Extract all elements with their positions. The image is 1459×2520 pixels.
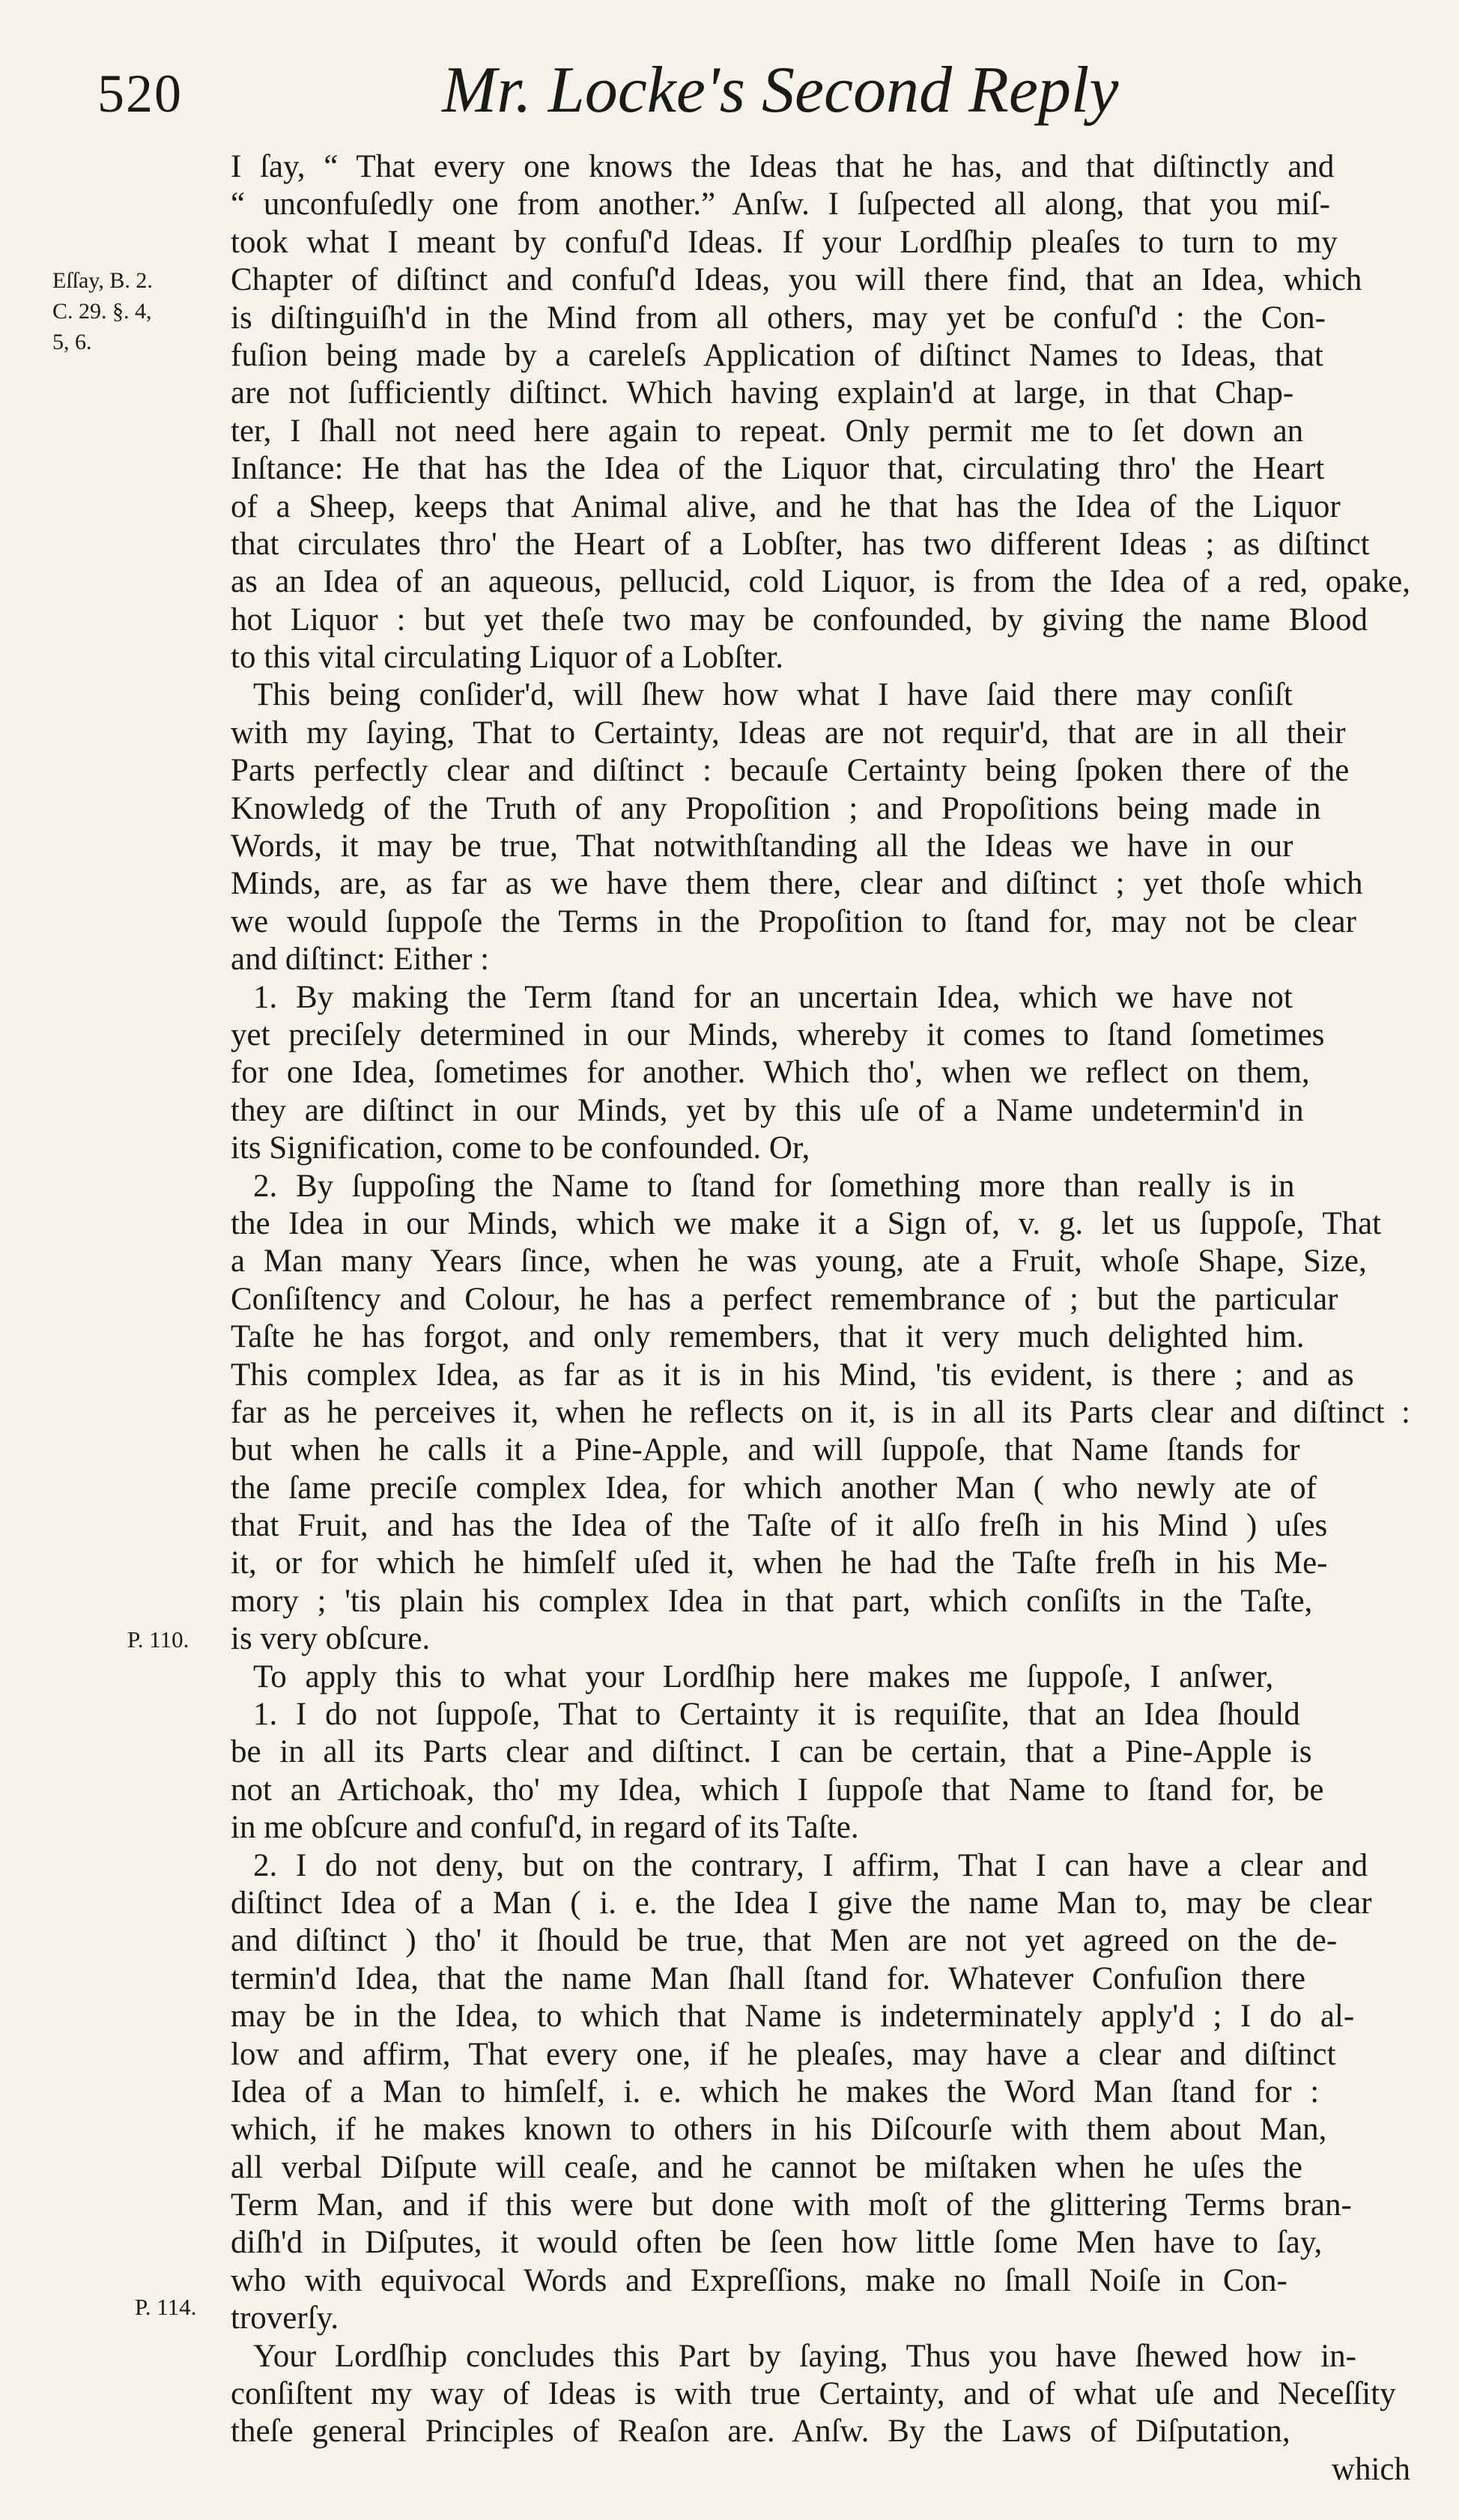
text-line: all verbal Diſpute will ceaſe, and he cannot be miſtaken when he uſes the bbox=[231, 2149, 1302, 2185]
text-line: of a Sheep, keeps that Animal alive, and he that has the Idea of the Liquor bbox=[231, 488, 1341, 524]
text-line: hot Liquor : but yet theſe two may be confounded, by giving the name Blood bbox=[231, 602, 1368, 637]
text-line: who with equivocal Words and Expreſſions, make no ſmall Noiſe in Con- bbox=[231, 2262, 1287, 2298]
text-line: 1. By making the Term ſtand for an uncertain Idea, which we have not bbox=[253, 979, 1293, 1015]
text-line: are not ſufficiently diſtinct. Which having explain'd at large, in that Chap- bbox=[231, 375, 1294, 411]
text-line: not an Artichoak, tho' my Idea, which I ſuppoſe that Name to ſtand for, be bbox=[231, 1772, 1324, 1808]
text-line: Your Lordſhip concludes this Part by ſaying, Thus you have ſhewed how in- bbox=[253, 2338, 1356, 2374]
text-line: it, or for which he himſelf uſed it, when he had the Taſte freſh in his Me- bbox=[231, 1545, 1328, 1581]
text-line: Parts perfectly clear and diſtinct : becauſe Certainty being ſpoken there of the bbox=[231, 753, 1350, 789]
text-line: diſh'd in Diſputes, it would often be ſeen how little ſome Men have to ſay, bbox=[231, 2225, 1323, 2261]
text-line: which bbox=[1331, 2451, 1410, 2487]
text-line: and diſtinct: Either : bbox=[231, 942, 490, 978]
text-line: I ſay, “ That every one knows the Ideas that he has, and that diſtinctly and bbox=[231, 149, 1335, 184]
text-line: Knowledg of the Truth of any Propoſition ; and Propoſitions being made in bbox=[231, 790, 1321, 826]
text-line: is diſtinguiſh'd in the Mind from all others, may yet be confuſ'd : the Con- bbox=[231, 300, 1326, 336]
text-line: the Idea in our Minds, which we make it a Sign of, v. g. let us ſuppoſe, That bbox=[231, 1205, 1382, 1241]
text-line: conſiſtent my way of Ideas is with true Certainty, and of what uſe and Neceſſity bbox=[231, 2376, 1396, 2412]
text-line: Chapter of diſtinct and confuſ'd Ideas, you will there find, that an Idea, which bbox=[231, 262, 1362, 298]
text-line: ter, I ſhall not need here again to repeat. Only permit me to ſet down an bbox=[231, 413, 1304, 449]
text-line: Idea of a Man to himſelf, i. e. which he makes the Word Man ſtand for : bbox=[231, 2074, 1320, 2109]
margin-note-page-114: P. 114. bbox=[135, 2294, 197, 2320]
text-line: diſtinct Idea of a Man ( i. e. the Idea I give the name Man to, may be clear bbox=[231, 1885, 1372, 1921]
text-line: but when he calls it a Pine-Apple, and will ſuppoſe, that Name ſtands for bbox=[231, 1432, 1300, 1468]
text-line: Minds, are, as far as we have them there, clear and diſtinct ; yet thoſe which bbox=[231, 866, 1363, 902]
running-title: Mr. Locke's Second Reply bbox=[442, 54, 1119, 127]
text-line: This complex Idea, as far as it is in his Mind, 'tis evident, is there ; and as bbox=[231, 1357, 1354, 1393]
text-line: we would ſuppoſe the Terms in the Propoſition to ſtand for, may not be clear bbox=[231, 903, 1356, 939]
text-line: low and affirm, That every one, if he pleaſes, may have a clear and diſtinct bbox=[231, 2036, 1336, 2072]
text-line: Term Man, and if this were but done with moſt of the glittering Terms bran- bbox=[231, 2187, 1352, 2223]
page-header bbox=[97, 52, 1423, 135]
text-line: that Fruit, and has the Idea of the Taſte of it alſo freſh in his Mind ) uſes bbox=[231, 1508, 1328, 1544]
text-line: be in all its Parts clear and diſtinct. I can be certain, that a Pine-Apple is bbox=[231, 1734, 1312, 1770]
text-line: that circulates thro' the Heart of a Lobſter, has two different Ideas ; as diſtinct bbox=[231, 526, 1370, 562]
text-line: as an Idea of an aqueous, pellucid, cold Liquor, is from the Idea of a red, opake, bbox=[231, 564, 1410, 600]
text-line: yet preciſely determined in our Minds, whereby it comes to ſtand ſometimes bbox=[231, 1017, 1325, 1052]
text-line: to this vital circulating Liquor of a Lobſter. bbox=[231, 640, 783, 676]
text-line: its Signification, come to be confounded. Or, bbox=[231, 1130, 810, 1166]
text-line: and diſtinct ) tho' it ſhould be true, that Men are not yet agreed on the de- bbox=[231, 1923, 1338, 1959]
text-line: Inſtance: He that has the Idea of the Liquor that, circulating thro' the Heart bbox=[231, 451, 1325, 487]
text-line: far as he perceives it, when he reflects on it, is in all its Parts clear and diſtinct : bbox=[231, 1394, 1410, 1430]
page-number: 520 bbox=[97, 64, 183, 124]
text-line: Taſte he has forgot, and only remembers, that it very much delighted him. bbox=[231, 1319, 1305, 1355]
text-line: a Man many Years ſince, when he was young, ate a Fruit, whoſe Shape, Size, bbox=[231, 1244, 1367, 1279]
body-text bbox=[231, 148, 1410, 2489]
text-line: This being conſider'd, will ſhew how what I have ſaid there may conſiſt bbox=[253, 677, 1293, 713]
text-line: the ſame preciſe complex Idea, for which another Man ( who newly ate of bbox=[231, 1470, 1317, 1506]
text-line: troverſy. bbox=[231, 2301, 339, 2336]
text-line: Words, it may be true, That notwithſtanding all the Ideas we have in our bbox=[231, 829, 1293, 864]
text-line: 1. I do not ſuppoſe, That to Certainty it is requiſite, that an Idea ſhould bbox=[253, 1697, 1300, 1733]
text-line: is very obſcure. bbox=[231, 1621, 431, 1657]
text-line: with my ſaying, That to Certainty, Ideas are not requir'd, that are in all their bbox=[231, 715, 1346, 751]
text-line: fuſion being made by a careleſs Application of diſtinct Names to Ideas, that bbox=[231, 337, 1323, 373]
text-line: To apply this to what your Lordſhip here makes me ſuppoſe, I anſwer, bbox=[253, 1659, 1274, 1694]
text-line: they are diſtinct in our Minds, yet by this uſe of a Name undetermin'd in bbox=[231, 1092, 1304, 1128]
text-line: “ unconfuſedly one from another.” Anſw. I ſuſpected all along, that you miſ- bbox=[231, 187, 1330, 222]
text-line: in me obſcure and confuſ'd, in regard of its Taſte. bbox=[231, 1810, 859, 1846]
margin-note-essay-reference: Eſſay, B. 2. C. 29. §. 4, 5, 6. bbox=[52, 268, 153, 354]
margin-note-page-110: P. 110. bbox=[127, 1626, 189, 1653]
text-line: termin'd Idea, that the name Man ſhall ſtand for. Whatever Confuſion there bbox=[231, 1960, 1306, 1996]
text-line: 2. I do not deny, but on the contrary, I affirm, That I can have a clear and bbox=[253, 1847, 1368, 1883]
text-line: which, if he makes known to others in his Diſcourſe with them about Man, bbox=[231, 2112, 1327, 2148]
text-line: mory ; 'tis plain his complex Idea in that part, which conſiſts in the Taſte, bbox=[231, 1583, 1313, 1619]
text-line: for one Idea, ſometimes for another. Which tho', when we reflect on them, bbox=[231, 1055, 1310, 1091]
text-line: took what I meant by confuſ'd Ideas. If your Lordſhip pleaſes to turn to my bbox=[231, 224, 1338, 260]
text-line: Conſiſtency and Colour, he has a perfect remembrance of ; but the particular bbox=[231, 1281, 1338, 1317]
text-line: 2. By ſuppoſing the Name to ſtand for ſomething more than really is in bbox=[253, 1168, 1295, 1204]
text-line: may be in the Idea, to which that Name is indeterminately apply'd ; I do al- bbox=[231, 1999, 1355, 2035]
text-line: theſe general Principles of Reaſon are. Anſw. By the Laws of Diſputation, bbox=[231, 2414, 1290, 2450]
